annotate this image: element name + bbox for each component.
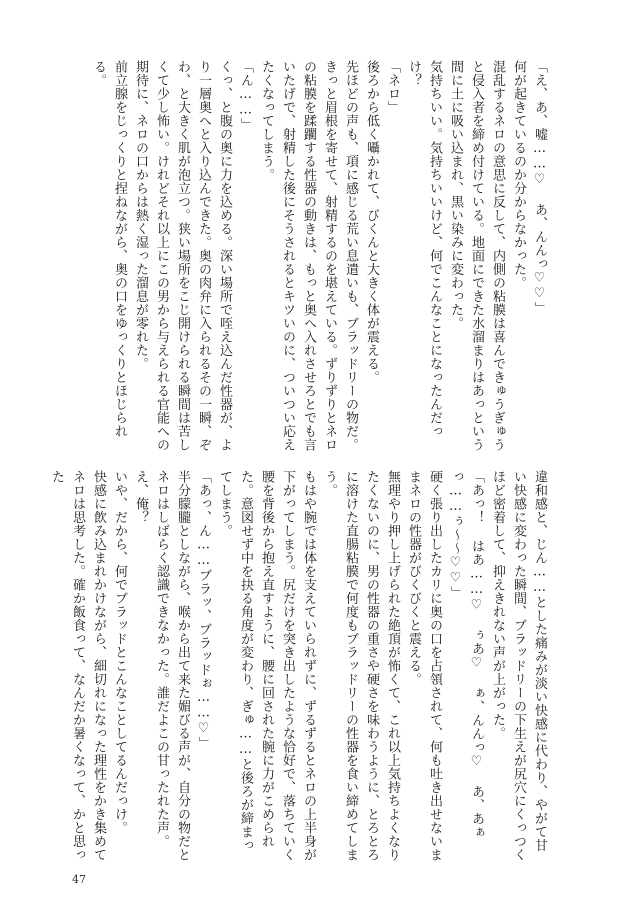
text-block-bottom	[49, 470, 550, 865]
paragraph: 「ネロ」	[385, 60, 400, 114]
paragraph: 違和感と、じん……とした痛みが淡い快感に代わり、やがて甘い快感に変わった瞬間、ブラッドリーの下生えが尻穴にくっつくほど密着して、抑えきれない声が上がった。	[490, 470, 547, 862]
paragraph: 「あっ、ん……ブラッ、ブラッドぉ……♡」	[196, 470, 211, 750]
paragraph: 気持ちいい。気持ちいいけど、何でこんなことになったんだっけ？	[406, 60, 442, 438]
paragraph: 硬く張り出したカリに奥の口を占領されて、何も吐き出せないままネロの性器がびくびくと震える。	[406, 470, 442, 862]
paragraph: くっ、と腹の奥に力を込める。深い場所で咥え込んだ性器が、より一層奥へと入り込んできた。奥の肉弁に入られるその一瞬、ぞわ、と大きく肌が泡立つ。狭い場所をこじ開けられる瞬間は苦しくて少し怖い。けれどそれ以上にこの男から与えられる官能への期待に、ネロの口からは熱く湿った溜息が零れた。	[133, 60, 232, 452]
page-number: 47	[72, 873, 86, 886]
paragraph: 半分朦朧としながら、喉から出て来た媚びる声が、自分の物だとネロはしばらく認識できなかった。誰だよこの甘ったれた声。え、俺？	[133, 470, 190, 862]
paragraph: 後ろから低く囁かれて、びくんと大きく体が震える。	[364, 60, 379, 384]
paragraph: いや、だから、何でブラッドとこんなことしてるんだっけ。	[112, 470, 127, 835]
paragraph: きっと眉根を寄せて、射精するのを堪えている。ずりずりとネロの粘膜を蹂躙する性器の動きは、もっと奥へ入れさせろとでも言いたげで、射精した後にそうされるとキツいのに、ついつい応えたくなってしまう。	[259, 60, 337, 452]
paragraph: 何が起きているのか分からなかった。	[511, 60, 526, 290]
text-block-top	[60, 60, 550, 455]
paragraph: 前立腺をじっくりと捏ねながら、奥の口をゆっくりとほじられる。	[91, 60, 127, 438]
paragraph: 「ん……」	[238, 60, 253, 132]
paragraph: 「え、あ、嘘……♡ あ、んんっ♡♡」	[532, 60, 547, 315]
paragraph: 混乱するネロの意思に反して、内側の粘膜は喜んできゅうぎゅうと侵入者を締め付けている。地面にできた水溜まりはあっという間に土に吸い込まれ、黒い染みに変わった。	[448, 60, 505, 452]
paragraph: 無理やり押し上げられた絶頂が怖くて、これ以上気持ちよくなりたくないのに、男の性器の重さや硬さを味わうように、とろとろに溶けた直腸粘膜で何度もブラッドリーの性器を食い締めてしまう。	[322, 470, 400, 862]
paragraph: 先ほどの声も、項に感じる荒い息遣いも、ブラッドリーの物だ。	[343, 60, 358, 452]
paragraph: 「あっ！ はあ……♡ ぅあ♡ ぁ、んんっ♡ あ、あぁっ……ぅ～～♡♡」	[448, 470, 484, 839]
paragraph: 快感に飲み込まれかけながら、細切れになった理性をかき集めてネロは思考した。確か飯食って、なんだか暑くなって、かと思った	[49, 470, 106, 862]
paragraph: もはや腕では体を支えていられずに、ずるずるとネロの上半身が下がってしまう。尻だけを突き出したような恰好で、落ちていく腰を背後から抱え直すように、腰に回された腕に力がこめられた。意図せず中を抉る角度が変わり、ぎゅ……と後ろが締まってしまう。	[217, 470, 316, 862]
